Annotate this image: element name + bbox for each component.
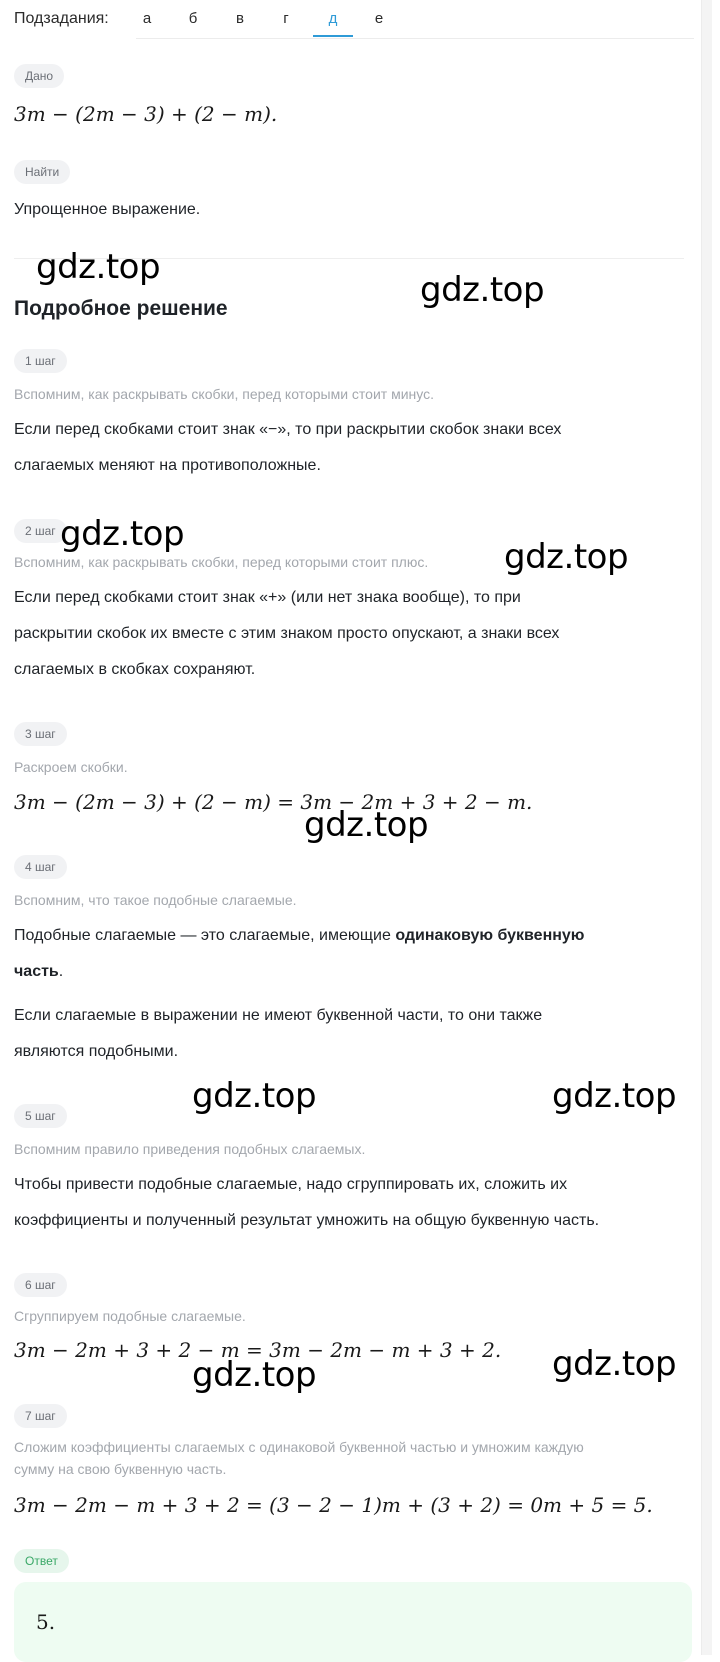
watermark: gdz.top: [504, 537, 629, 577]
answer-value: 5.: [36, 1610, 56, 1634]
scrollbar[interactable]: [701, 0, 712, 1655]
step-6-formula: 3m − 2m + 3 + 2 − m = 3m − 2m − m + 3 + 2.: [14, 1338, 502, 1362]
tab-g[interactable]: г: [283, 10, 289, 27]
step-3-hint: Раскроем скобки.: [14, 759, 128, 775]
tabs-divider: [136, 38, 694, 39]
step-7-hint-line-2: сумму на свою буквенную часть.: [14, 1461, 227, 1477]
step-1-hint: Вспомним, как раскрывать скобки, перед которыми стоит минус.: [14, 386, 434, 402]
step-4-para-2-line-2: являются подобными.: [14, 1043, 179, 1060]
step-6-badge: 6 шаг: [14, 1273, 67, 1297]
step-7-formula: 3m − 2m − m + 3 + 2 = (3 − 2 − 1)m + (3 + 2) = 0m + 5 = 5.: [14, 1493, 653, 1517]
subtasks-label: Подзадания:: [14, 10, 109, 27]
step-4-definition-line-1: Подобные слагаемые — это слагаемые, имеющие одинаковую буквенную: [14, 927, 585, 944]
step-1-line-2: слагаемых меняют на противоположные.: [14, 457, 321, 474]
step-5-line-2: коэффициенты и полученный результат умножить на общую буквенную часть.: [14, 1212, 600, 1229]
tab-d[interactable]: д: [328, 10, 338, 27]
watermark: gdz.top: [304, 805, 429, 845]
watermark: gdz.top: [192, 1076, 317, 1116]
find-badge: Найти: [14, 160, 70, 184]
tab-a[interactable]: а: [142, 10, 152, 27]
step-2-badge: 2 шаг: [14, 519, 67, 543]
tab-b[interactable]: б: [188, 10, 198, 27]
given-expression: 3m − (2m − 3) + (2 − m).: [14, 102, 278, 126]
watermark: gdz.top: [192, 1355, 317, 1395]
step-1-line-1: Если перед скобками стоит знак «−», то при раскрытии скобок знаки всех: [14, 421, 562, 438]
step-3-badge: 3 шаг: [14, 722, 67, 746]
step-5-badge: 5 шаг: [14, 1104, 67, 1128]
step-2-line-3: слагаемых в скобках сохраняют.: [14, 661, 256, 678]
watermark: gdz.top: [420, 270, 545, 310]
step-4-para-2-line-1: Если слагаемые в выражении не имеют буквенной части, то они также: [14, 1007, 543, 1024]
step-2-line-2: раскрытии скобок их вместе с этим знаком просто опускают, а знаки всех: [14, 625, 560, 642]
watermark: gdz.top: [36, 247, 161, 287]
step-7-hint-line-1: Сложим коэффициенты слагаемых с одинаковой буквенной частью и умножим каждую: [14, 1439, 584, 1455]
answer-box: [14, 1582, 692, 1662]
find-text: Упрощенное выражение.: [14, 201, 201, 218]
watermark: gdz.top: [552, 1344, 677, 1384]
tab-v[interactable]: в: [236, 10, 244, 27]
step-2-hint: Вспомним, как раскрывать скобки, перед которыми стоит плюс.: [14, 554, 429, 570]
step-5-line-1: Чтобы привести подобные слагаемые, надо сгруппировать их, сложить их: [14, 1176, 568, 1193]
active-tab-indicator: [313, 35, 353, 37]
step-4-hint: Вспомним, что такое подобные слагаемые.: [14, 892, 297, 908]
tab-e[interactable]: е: [374, 10, 384, 27]
step-7-badge: 7 шаг: [14, 1404, 67, 1428]
step-2-line-1: Если перед скобками стоит знак «+» (или нет знака вообще), то при: [14, 589, 521, 606]
step-6-hint: Сгруппируем подобные слагаемые.: [14, 1308, 246, 1324]
solution-title: Подробное решение: [14, 297, 228, 320]
step-5-hint: Вспомним правило приведения подобных слагаемых.: [14, 1141, 366, 1157]
given-badge: Дано: [14, 64, 64, 88]
step-3-formula: 3m − (2m − 3) + (2 − m) = 3m − 2m + 3 + 2 − m.: [14, 790, 533, 814]
watermark: gdz.top: [552, 1076, 677, 1116]
answer-badge: Ответ: [14, 1549, 69, 1573]
step-4-badge: 4 шаг: [14, 855, 67, 879]
step-1-badge: 1 шаг: [14, 349, 67, 373]
step-4-definition-line-2: часть.: [14, 963, 64, 980]
watermark: gdz.top: [60, 514, 185, 554]
